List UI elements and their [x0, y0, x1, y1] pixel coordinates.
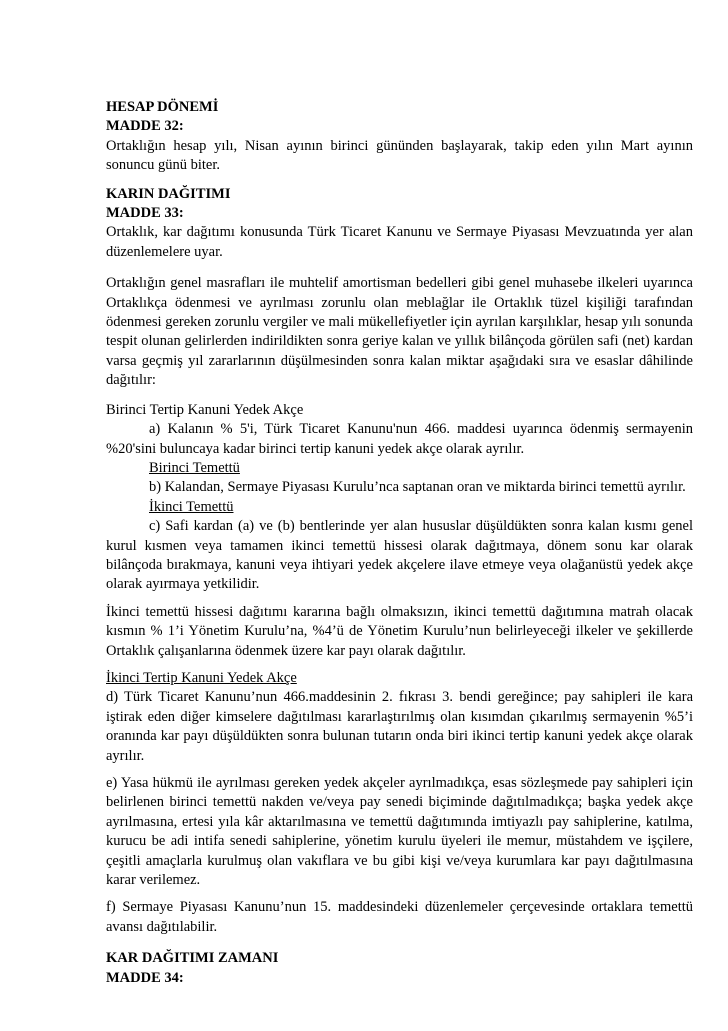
section-heading-hesap-donemi: HESAP DÖNEMİ	[106, 99, 219, 115]
item-c-paragraph: c) Safi kardan (a) ve (b) bentlerinde yer alan hususlar düşüldükten sonra kalan kısmı genel kurul kısmen veya tamamen ikinci temettü hissesi olarak dağıtmaya, dönem sonu kar olarak bilânçoda bırakmaya, kanuni veya ihtiyari yedek akçelere ilave etmeye veya olağanüstü yedek akçe olarak ayırmaya yetkilidir.	[106, 518, 693, 593]
item-e-paragraph: e) Yasa hükmü ile ayrılması gereken yedek akçeler ayrılmadıkça, esas sözleşmede pay sahipleri için belirlenen birinci temettü nakden ve/veya pay senedi biçiminde dağıtılmadıkça; başka yedek akçe ayrılmasına, ertesi yıla kâr aktarılmasına ve temettü dağıtımında imtiyazlı pay sahiplerine, katılma, kurucu be adi intifa senedi sahiplerine, yönetim kurulu üyeleri ile memur, müstahdem ve işçilere, çeşitli amaçlarla kurulmuş olan vakıflara ve bu gibi kişi ve/veya kurumlara kar payı dağıtılmasına karar verilemez.	[106, 775, 693, 889]
second-dividend-title-line	[106, 498, 693, 517]
second-dividend-title: İkinci Temettü	[149, 498, 234, 515]
first-dividend-title: Birinci Temettü	[149, 459, 240, 476]
second-reserve-title: İkinci Tertip Kanuni Yedek Akçe	[106, 669, 297, 686]
item-a-paragraph: a) Kalanın % 5'i, Türk Ticaret Kanunu'nun 466. maddesi uyarınca ödenmiş sermayenin %20'sini buluncaya kadar birinci tertip kanuni yedek akçe olarak ayrılır.	[106, 421, 693, 457]
first-reserve-title: Birinci Tertip Kanuni Yedek Akçe	[106, 401, 304, 418]
section-heading-kar-dagitimi-zamani: KAR DAĞITIMI ZAMANI	[106, 950, 279, 967]
article-32-text: Ortaklığın hesap yılı, Nisan ayının birinci gününden başlayarak, takip eden yılın Mart ayının sonuncu günü biter.	[106, 137, 693, 174]
item-b-paragraph: b) Kalandan, Sermaye Piyasası Kurulu’nca saptanan oran ve miktarda birinci temettü ayrılır.	[149, 479, 686, 496]
article-32-title: MADDE 32:	[106, 118, 184, 135]
second-reserve-title-line	[106, 669, 693, 688]
article-33-text: Ortaklık, kar dağıtımı konusunda Türk Ticaret Kanunu ve Sermaye Piyasası Mevzuatında yer alan düzenlemelere uyar.	[106, 224, 693, 260]
item-d-paragraph: d) Türk Ticaret Kanunu’nun 466.maddesinin 2. fıkrası 3. bendi gereğince; pay sahipleri ile kara iştirak eden diğer kimselere dağıtılması kararlaştırılmış olan kısımdan çıkarılmış sermayenin %5’i oranında kar payı düşüldükten sonra bulunan tutarın onda biri ikinci tertip kanuni yedek akçe olarak ayrılır.	[106, 689, 693, 764]
first-dividend-title-line	[106, 459, 693, 478]
article-33-title: MADDE 33:	[106, 205, 184, 222]
article-34-title: MADDE 34:	[106, 969, 184, 986]
second-dividend-paragraph: İkinci temettü hissesi dağıtımı kararına bağlı olmaksızın, ikinci temettü dağıtımına matrah olacak kısmın % 1’i Yönetim Kurulu’na, %4’ü de Yönetim Kurulu’nun belirleyeceği ilkeler ve şekillerde Ortaklık çalışanlarına ödenmek üzere kar payı olarak dağıtılır.	[106, 603, 693, 659]
general-expenses-paragraph: Ortaklığın genel masrafları ile muhtelif amortisman bedelleri gibi genel muhasebe ilkeleri uyarınca Ortaklıkça ödenmesi ve ayrılması zorunlu olan meblağlar ile Ortaklık tüzel kişiliği tarafından ödenmesi gereken zorunlu vergiler ve mali mükellefiyetler için ayrılan karşılıklar, hesap yılı sonunda tespit olunan gelirlerden indirildikten sonra geriye kalan ve yıllık bilânçoda görülen safi (net) kardan varsa geçmiş yıl zararlarının düşülmesinden sonra kalan miktar aşağıdaki sıra ve esaslar dâhilinde dağıtılır:	[106, 275, 693, 389]
item-f-paragraph: f) Sermaye Piyasası Kanunu’nun 15. maddesindeki düzenlemeler çerçevesinde ortaklara temettü avansı dağıtılabilir.	[106, 899, 693, 935]
section-heading-karin-dagitimi: KARIN DAĞITIMI	[106, 185, 231, 202]
